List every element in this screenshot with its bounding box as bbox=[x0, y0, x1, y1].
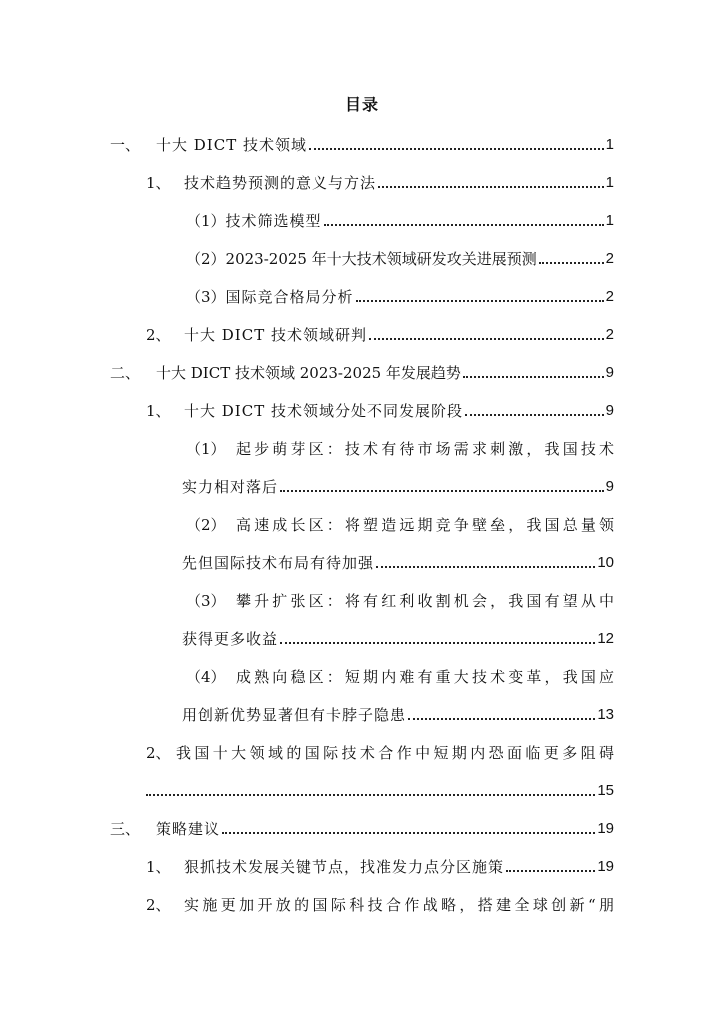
toc-entry-page: 9 bbox=[605, 402, 614, 419]
dot-leader bbox=[463, 376, 604, 378]
toc-entry-page: 9 bbox=[605, 364, 614, 381]
dot-leader bbox=[280, 642, 595, 644]
toc-entry-page: 10 bbox=[597, 554, 614, 571]
toc-entry-number: 2、 bbox=[146, 326, 171, 344]
toc-entry-2-1-4[interactable] bbox=[186, 666, 614, 688]
toc-entry-page: 2 bbox=[605, 250, 614, 267]
dot-leader bbox=[378, 186, 604, 188]
toc-entry-number: （3） bbox=[186, 288, 226, 306]
toc-entry-page: 2 bbox=[605, 288, 614, 305]
toc-entry-text: 技术筛选模型 bbox=[225, 212, 322, 230]
toc-entry-page: 13 bbox=[597, 706, 614, 723]
toc-entry-text: 成熟向稳区：短期内难有重大技术变革，我国应 bbox=[236, 668, 614, 686]
toc-entry-1-2[interactable] bbox=[146, 324, 614, 346]
dot-leader bbox=[539, 262, 604, 264]
toc-entry-text: 十大 DICT 技术领域 2023-2025 年发展趋势 bbox=[156, 364, 461, 382]
toc-entry-2-1-2[interactable] bbox=[186, 514, 614, 536]
dot-leader bbox=[309, 148, 604, 150]
toc-entry-text: 国际竞合格局分析 bbox=[225, 288, 354, 306]
toc-entry-1[interactable] bbox=[110, 134, 614, 156]
toc-entry-number: 一、 bbox=[110, 136, 141, 154]
toc-entry-number: 2、 bbox=[146, 744, 171, 762]
toc-entry-number: （1） bbox=[186, 212, 226, 230]
toc-entry-page: 19 bbox=[597, 820, 614, 837]
dot-leader bbox=[506, 870, 595, 872]
toc-entry-number: 二、 bbox=[110, 364, 141, 382]
toc-entry-1-1[interactable] bbox=[146, 172, 614, 194]
toc-entry-text: 技术趋势预测的意义与方法 bbox=[184, 174, 377, 192]
toc-entry-text: 狠抓技术发展关键节点，找准发力点分区施策 bbox=[184, 858, 505, 876]
toc-entry-text: 起步萌芽区：技术有待市场需求刺激，我国技术 bbox=[236, 440, 614, 458]
toc-entry-1-1-3[interactable] bbox=[186, 286, 614, 308]
toc-entry-text-cont: 获得更多收益 bbox=[182, 630, 279, 648]
dot-leader bbox=[369, 338, 604, 340]
toc-entry-3-2[interactable] bbox=[146, 894, 614, 916]
dot-leader bbox=[222, 832, 595, 834]
toc-entry-text: 十大 DICT 技术领域 bbox=[156, 136, 307, 154]
toc-entry-2[interactable] bbox=[110, 362, 614, 384]
toc-entry-text-cont: 实力相对落后 bbox=[182, 478, 279, 496]
toc-entry-page: 2 bbox=[605, 326, 614, 343]
dot-leader bbox=[356, 300, 604, 302]
toc-entry-text: 实施更加开放的国际科技合作战略，搭建全球创新“朋 bbox=[184, 896, 614, 914]
toc-entry-number: 2、 bbox=[146, 896, 171, 914]
toc-entry-text-cont: 用创新优势显著但有卡脖子隐患 bbox=[182, 706, 407, 724]
toc-entry-2-1-2-cont[interactable] bbox=[182, 552, 614, 574]
toc-entry-2-1-4-cont[interactable] bbox=[182, 704, 614, 726]
toc-entry-number: （4） bbox=[186, 668, 226, 686]
toc-entry-1-1-2[interactable] bbox=[186, 248, 614, 270]
dot-leader bbox=[146, 794, 595, 796]
toc-entry-page: 1 bbox=[605, 136, 614, 153]
toc-entry-2-1-3-cont[interactable] bbox=[182, 628, 614, 650]
toc-entry-number: 1、 bbox=[146, 402, 171, 420]
toc-title: 目录 bbox=[344, 95, 379, 114]
toc-entry-page: 1 bbox=[605, 212, 614, 229]
toc-entry-page: 12 bbox=[597, 630, 614, 647]
toc-entry-3-1[interactable] bbox=[146, 856, 614, 878]
dot-leader bbox=[408, 718, 595, 720]
toc-entry-number: 1、 bbox=[146, 858, 171, 876]
toc-entry-page: 9 bbox=[605, 478, 614, 495]
toc-entry-1-1-1[interactable] bbox=[186, 210, 614, 232]
toc-entry-text: 高速成长区：将塑造远期竞争壁垒，我国总量领 bbox=[236, 516, 614, 534]
dot-leader bbox=[324, 224, 604, 226]
toc-entry-2-2-cont[interactable] bbox=[146, 780, 614, 802]
dot-leader bbox=[280, 490, 604, 492]
toc-entry-2-1-3[interactable] bbox=[186, 590, 614, 612]
toc-entry-text: 策略建议 bbox=[156, 820, 221, 838]
dot-leader bbox=[376, 566, 595, 568]
toc-entry-text: 我国十大领域的国际技术合作中短期内恐面临更多阻碍 bbox=[176, 744, 614, 762]
toc-entry-number: （2） bbox=[186, 516, 226, 534]
toc-entry-page: 15 bbox=[597, 782, 614, 799]
toc-entry-2-1-1-cont[interactable] bbox=[182, 476, 614, 498]
toc-entry-number: （3） bbox=[186, 592, 226, 610]
toc-entry-3[interactable] bbox=[110, 818, 614, 840]
toc-entry-number: 1、 bbox=[146, 174, 171, 192]
toc-entry-2-1[interactable] bbox=[146, 400, 614, 422]
toc-entry-text: 2023-2025 年十大技术领域研发攻关进展预测 bbox=[225, 250, 537, 268]
toc-entry-text: 攀升扩张区：将有红利收割机会，我国有望从中 bbox=[236, 592, 614, 610]
toc-entry-text-cont: 先但国际技术布局有待加强 bbox=[182, 554, 375, 572]
dot-leader bbox=[465, 414, 604, 416]
toc-entry-text: 十大 DICT 技术领域研判 bbox=[184, 326, 367, 344]
toc-entry-number: （2） bbox=[186, 250, 226, 268]
toc-entry-number: 三、 bbox=[110, 820, 141, 838]
toc-entry-2-2[interactable] bbox=[146, 742, 614, 764]
toc-entry-text: 十大 DICT 技术领域分处不同发展阶段 bbox=[184, 402, 463, 420]
toc-entry-page: 19 bbox=[597, 858, 614, 875]
toc-entry-number: （1） bbox=[186, 440, 226, 458]
toc-entry-page: 1 bbox=[605, 174, 614, 191]
toc-entry-2-1-1[interactable] bbox=[186, 438, 614, 460]
